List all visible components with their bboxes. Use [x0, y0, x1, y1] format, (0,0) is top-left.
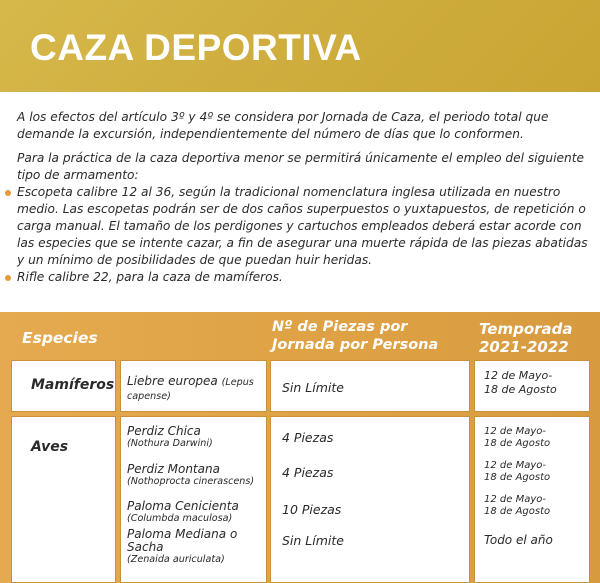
species-scientific-name: (Nothoprocta cinerascens)	[127, 476, 255, 487]
piezas-value: Sin Límite	[282, 380, 344, 395]
species-name: Paloma Mediana o	[127, 527, 238, 541]
header-especies: Especies	[22, 329, 98, 347]
temporada-value: Todo el año	[484, 533, 553, 547]
temporada-value: 12 de Mayo- 18 de Agosto	[484, 369, 557, 396]
header-piezas	[272, 318, 438, 354]
bullet-rifle	[4, 269, 598, 286]
species-scientific-name: (Columbda maculosa)	[127, 513, 233, 524]
piezas-value: Sin Límite	[282, 533, 344, 548]
species-scientific-name: (Nothura Darwini)	[127, 438, 213, 449]
piezas-value: 4 Piezas	[282, 465, 334, 480]
species-entry	[127, 528, 237, 566]
mamiferos-label-cell	[11, 360, 116, 412]
aves-label: Aves	[31, 439, 69, 455]
species-name: Liebre europea (Lepus capense)	[127, 374, 254, 402]
intro-text	[4, 109, 598, 286]
species-name: Paloma Cenicienta	[127, 499, 239, 513]
header-temporada-line2: 2021-2022	[479, 338, 569, 356]
mamiferos-label: Mamíferos	[31, 377, 115, 393]
bullet-dot-icon	[5, 190, 11, 196]
bullet-escopeta	[4, 184, 598, 269]
aves-label-cell	[11, 416, 116, 583]
header-piezas-line1: Nº de Piezas por	[272, 319, 408, 335]
bullet-escopeta-text: Escopeta calibre 12 al 36, según la tradicional nomenclatura inglesa utilizada en nuestro medio. Las escopetas podrán ser de dos caños superpuestos o yuxtapuestos, de repetición o carga manual. El tamaño de los perdigones y cartuchos empleados deberá estar acorde con las especies que se intente cazar, a fin de asegurar una muerte rápida de las piezas abatidas y un mínimo de posibilidades de que puedan huir heridas.	[17, 185, 588, 267]
header-banner	[0, 0, 600, 92]
bullet-dot-icon	[5, 275, 11, 281]
piezas-value: 4 Piezas	[282, 430, 334, 445]
temporada-value: 12 de Mayo- 18 de Agosto	[484, 460, 551, 483]
aves-temporada-cell	[474, 416, 590, 583]
species-name: Perdiz Chica	[127, 424, 201, 438]
species-name-cont: Sacha	[127, 540, 164, 554]
temporada-value: 12 de Mayo- 18 de Agosto	[484, 426, 551, 449]
bullet-rifle-text: Rifle calibre 22, para la caza de mamíferos.	[17, 270, 283, 284]
species-entry	[127, 425, 213, 450]
mamiferos-temporada-cell	[474, 360, 590, 412]
species-entry	[127, 463, 254, 488]
species-scientific-name: (Zenaida auriculata)	[127, 554, 225, 565]
piezas-value: 10 Piezas	[282, 502, 342, 517]
intro-paragraph-armamento: Para la práctica de la caza deportiva menor se permitirá únicamente el empleo del siguiente tipo de armamento:	[17, 151, 585, 182]
header-piezas-line2: Jornada por Persona	[272, 337, 439, 353]
mamiferos-piezas-cell	[270, 360, 470, 412]
mamiferos-species-cell	[120, 360, 267, 412]
species-name: Perdiz Montana	[127, 462, 220, 476]
species-entry	[127, 500, 239, 525]
aves-species-cell	[120, 416, 267, 583]
species-scientific-name: (Lepus capense)	[127, 377, 254, 402]
header-temporada-line1: Temporada	[479, 320, 573, 338]
header-temporada	[479, 320, 573, 356]
page-title: CAZA DEPORTIVA	[30, 27, 362, 68]
temporada-value: 12 de Mayo- 18 de Agosto	[484, 494, 551, 517]
intro-paragraph-jornada: A los efectos del artículo 3º y 4º se considera por Jornada de Caza, el periodo total que demande la excursión, independientemente del número de días que lo conformen.	[17, 110, 549, 141]
aves-piezas-cell	[270, 416, 470, 583]
